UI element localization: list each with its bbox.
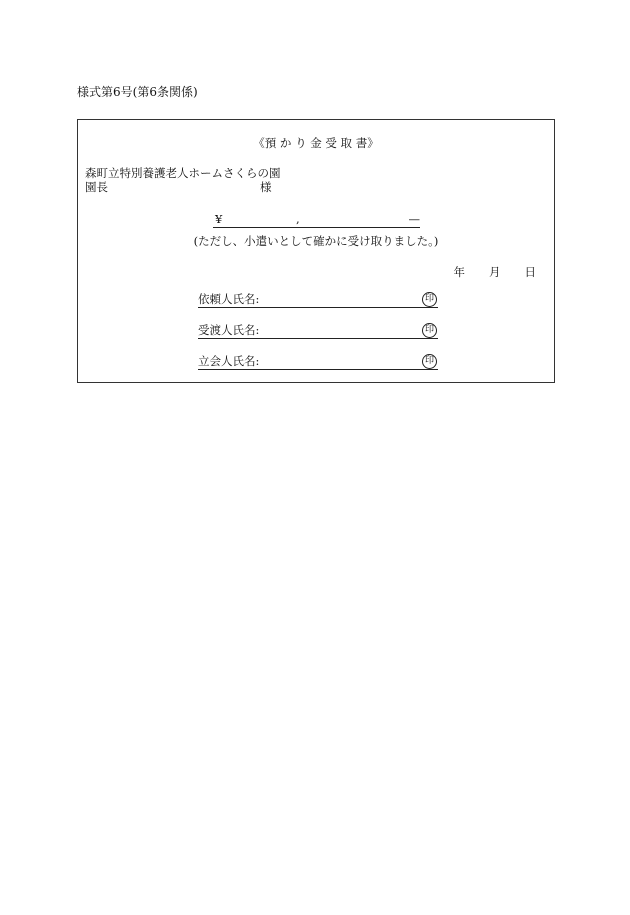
amount-separator: , bbox=[296, 212, 300, 226]
deliverer-name-label: 受渡人氏名: bbox=[198, 323, 260, 337]
requester-signature-field[interactable] bbox=[198, 292, 438, 308]
requester-name-line bbox=[198, 307, 438, 308]
amount-end-mark: — bbox=[408, 212, 420, 226]
amount-field[interactable] bbox=[213, 212, 420, 228]
addressee-title: 園長 bbox=[85, 180, 108, 194]
requester-seal-mark: 印 bbox=[422, 292, 437, 307]
date-field[interactable] bbox=[454, 265, 537, 279]
deliverer-name-line bbox=[198, 338, 438, 339]
deliverer-signature-field[interactable] bbox=[198, 323, 438, 339]
witness-name-line bbox=[198, 369, 438, 370]
requester-name-label: 依頼人氏名: bbox=[198, 292, 260, 306]
witness-name-label: 立会人氏名: bbox=[198, 354, 260, 368]
receipt-frame bbox=[77, 119, 555, 383]
date-month-label: 月 bbox=[489, 265, 501, 279]
document-title: 《預 か り 金 受 取 書》 bbox=[253, 136, 379, 150]
deliverer-seal-mark: 印 bbox=[422, 323, 437, 338]
witness-signature-field[interactable] bbox=[198, 354, 438, 370]
date-year-label: 年 bbox=[453, 265, 465, 279]
receipt-note: (ただし、小遣いとして確かに受け取りました。) bbox=[193, 234, 439, 248]
yen-symbol: ¥ bbox=[215, 212, 223, 226]
addressee-honorific: 様 bbox=[260, 180, 272, 194]
witness-seal-mark: 印 bbox=[422, 354, 437, 369]
addressee-facility: 森町立特別養護老人ホームさくらの園 bbox=[85, 166, 281, 180]
form-number-label: 様式第6号(第6条関係) bbox=[77, 85, 198, 99]
date-day-label: 日 bbox=[524, 265, 536, 279]
